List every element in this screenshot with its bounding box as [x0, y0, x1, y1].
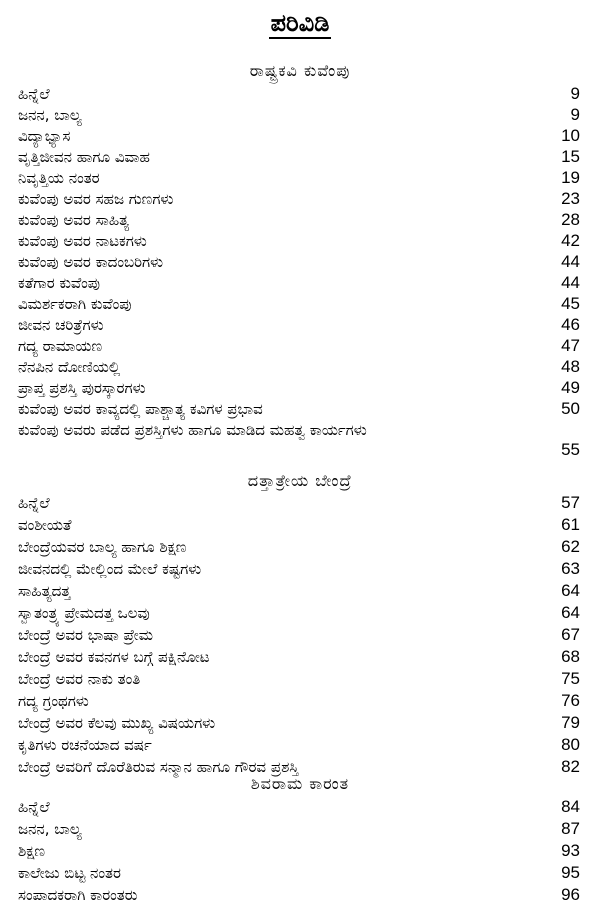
- toc-entry-page: 75: [561, 669, 580, 688]
- toc-entry-label: ಬೇಂದ್ರೆ ಅವರ ನಾಕು ತಂತಿ: [18, 670, 141, 688]
- toc-entry-label: ಜೀವನ ಚರಿತ್ರೆಗಳು: [18, 316, 104, 334]
- toc-entry[interactable]: [18, 398, 580, 420]
- toc-entry-page: 44: [561, 273, 580, 292]
- toc-entry-page: 55: [561, 440, 580, 459]
- toc-entry-page: 82: [561, 757, 580, 776]
- toc-entry-page: 61: [561, 515, 580, 534]
- toc-entry-page: 62: [561, 537, 580, 556]
- toc-entry-page: 68: [561, 647, 580, 666]
- toc-entry-page: 42: [561, 231, 580, 250]
- toc-entry-page: 50: [561, 399, 580, 418]
- page-title: [0, 6, 600, 40]
- toc-entry[interactable]: [18, 536, 580, 558]
- toc-entry[interactable]: [18, 421, 580, 461]
- toc-entry[interactable]: [18, 146, 580, 168]
- toc-entry-page: 67: [561, 625, 580, 644]
- toc-entry[interactable]: [18, 668, 580, 690]
- toc-entry[interactable]: [18, 818, 580, 840]
- toc-entry[interactable]: [18, 377, 580, 399]
- toc-entry-page: 49: [561, 378, 580, 397]
- toc-entry-label: ಹಿನ್ನೆಲೆ: [18, 85, 50, 103]
- toc-entry-label: ನಿವೃತ್ತಿಯ ನಂತರ: [18, 169, 100, 187]
- toc-entry-page: 46: [561, 315, 580, 334]
- toc-entry[interactable]: [18, 104, 580, 126]
- toc-entry-page: 87: [561, 819, 580, 838]
- toc-entry-label: ಗದ್ಯ ಗ್ರಂಥಗಳು: [18, 692, 89, 710]
- toc-entry[interactable]: [18, 293, 580, 315]
- toc-entry-label: ಹಿನ್ನೆಲೆ: [18, 798, 50, 816]
- toc-entry[interactable]: [18, 884, 580, 906]
- toc-entry-page: 76: [561, 691, 580, 710]
- toc-entry-label: ನೆನಪಿನ ದೋಣಿಯಲ್ಲಿ: [18, 358, 121, 376]
- toc-entry[interactable]: [18, 712, 580, 734]
- toc-entry-label: ಬೇಂದ್ರೆ ಅವರ ಕೆಲವು ಮುಖ್ಯ ವಿಷಯಗಳು: [18, 714, 216, 732]
- toc-entry[interactable]: [18, 356, 580, 378]
- toc-entry-page: 79: [561, 713, 580, 732]
- toc-entry-page: 44: [561, 252, 580, 271]
- toc-entry[interactable]: [18, 646, 580, 668]
- toc-entry-label: ಜನನ, ಬಾಲ್ಯ: [18, 820, 82, 838]
- section-heading-bendre: ದತ್ತಾತ್ರೇಯ ಬೇಂದ್ರೆ: [247, 471, 353, 490]
- toc-entry-label: ಬೇಂದ್ರೆ ಅವರ ಭಾಷಾ ಪ್ರೇಮ: [18, 626, 154, 644]
- toc-entry-label: ಗದ್ಯ ರಾಮಾಯಣ: [18, 337, 103, 355]
- toc-entry-page: 19: [561, 168, 580, 187]
- page-title-text: ಪರಿವಿಡಿ: [270, 9, 330, 37]
- toc-entry-page: 93: [561, 841, 580, 860]
- toc-entry-page: 9: [570, 105, 580, 124]
- toc-entry[interactable]: [18, 314, 580, 336]
- toc-entry-label: ಸಾಹಿತ್ಯದತ್ತ: [18, 582, 71, 600]
- toc-entry[interactable]: [18, 83, 580, 105]
- toc-entry-page: 80: [561, 735, 580, 754]
- toc-entry-page: 95: [561, 863, 580, 882]
- toc-entry-label: ಸ್ವಾತಂತ್ರ್ಯ ಪ್ರೇಮದತ್ತ ಒಲವು: [18, 604, 150, 622]
- toc-entry-label: ವಿದ್ಯಾಭ್ಯಾಸ: [18, 127, 71, 145]
- section-heading-kuvempu: ರಾಷ್ಟ್ರಕವಿ ಕುವೆಂಪು: [249, 61, 351, 80]
- toc-entry-label: ಕುವೆಂಪು ಅವರ ಸಹಜ ಗುಣಗಳು: [18, 190, 174, 208]
- toc-entry-page: 9: [570, 84, 580, 103]
- toc-entry-page: 10: [561, 126, 580, 145]
- toc-entry[interactable]: [18, 862, 580, 884]
- toc-entry-page: 45: [561, 294, 580, 313]
- toc-entry[interactable]: [18, 580, 580, 602]
- toc-entry-page: 57: [561, 493, 580, 512]
- toc-entry[interactable]: [18, 230, 580, 252]
- toc-entry[interactable]: [18, 840, 580, 862]
- toc-entry-label: ಕುವೆಂಪು ಅವರ ಕಾದಂಬರಿಗಳು: [18, 253, 164, 271]
- toc-entry[interactable]: [18, 167, 580, 189]
- toc-entry-page: 15: [561, 147, 580, 166]
- toc-entry-label: ಕುವೆಂಪು ಅವರ ಕಾವ್ಯದಲ್ಲಿ ಪಾಶ್ಚಾತ್ಯ ಕವಿಗಳ ಪ್ರಭಾವ: [18, 400, 263, 418]
- toc-entry-page: 96: [561, 885, 580, 904]
- toc-entry[interactable]: [18, 125, 580, 147]
- toc-entry-label: ಪ್ರಾಪ್ತ ಪ್ರಶಸ್ತಿ ಪುರಸ್ಕಾರಗಳು: [18, 379, 146, 397]
- toc-entry-page: 23: [561, 189, 580, 208]
- section-heading-karanth: ಶಿವರಾಮ ಕಾರಂತ: [250, 774, 350, 793]
- toc-entry[interactable]: [18, 624, 580, 646]
- toc-entry[interactable]: [18, 492, 580, 514]
- toc-entry[interactable]: [18, 514, 580, 536]
- toc-entry[interactable]: [18, 690, 580, 712]
- toc-entry[interactable]: [18, 558, 580, 580]
- toc-entry-page: 28: [561, 210, 580, 229]
- toc-entry[interactable]: [18, 188, 580, 210]
- toc-entry[interactable]: [18, 335, 580, 357]
- toc-entry-page: 84: [561, 797, 580, 816]
- toc-entry-page: 64: [561, 603, 580, 622]
- toc-entry[interactable]: [18, 796, 580, 818]
- toc-entry-label: ಕಾಲೇಜು ಬಿಟ್ಟ ನಂತರ: [18, 864, 121, 882]
- toc-entry-label: ಬೇಂದ್ರೆ ಅವರಿಗೆ ದೊರೆತಿರುವ ಸನ್ಮಾನ ಹಾಗೂ ಗೌರವ ಪ್ರಶಸ್ತಿ: [18, 758, 299, 776]
- toc-entry[interactable]: [18, 602, 580, 624]
- toc-entry-page: 64: [561, 581, 580, 600]
- toc-entry[interactable]: [18, 251, 580, 273]
- toc-entry[interactable]: [18, 272, 580, 294]
- toc-entry-label: ಶಿಕ್ಷಣ: [18, 842, 45, 860]
- toc-entry-page: 63: [561, 559, 580, 578]
- toc-entry-label: ಕೃತಿಗಳು ರಚನೆಯಾದ ವರ್ಷ: [18, 736, 152, 754]
- toc-entry-label: ಸಂಪಾದಕರಾಗಿ ಕಾರಂತರು: [18, 886, 138, 904]
- toc-entry-label: ವಂಶೀಯತೆ: [18, 516, 72, 534]
- toc-entry-label: ಕುವೆಂಪು ಅವರ ನಾಟಕಗಳು: [18, 232, 147, 250]
- toc-entry-label: ಕತೆಗಾರ ಕುವೆಂಪು: [18, 274, 101, 292]
- toc-entry-page: 47: [561, 336, 580, 355]
- toc-entry-label: ಕುವೆಂಪು ಅವರ ಸಾಹಿತ್ಯ: [18, 211, 130, 229]
- toc-entry-label: ಹಿನ್ನೆಲೆ: [18, 494, 50, 512]
- toc-entry-label: ಬೇಂದ್ರೆ ಅವರ ಕವನಗಳ ಬಗ್ಗೆ ಪಕ್ಷಿನೋಟ: [18, 648, 210, 666]
- toc-entry-label: ಜನನ, ಬಾಲ್ಯ: [18, 106, 82, 124]
- toc-entry-label: ಜೀವನದಲ್ಲಿ ಮೇಲ್ಲಿಂದ ಮೇಲೆ ಕಷ್ಟಗಳು: [18, 560, 202, 578]
- toc-entry[interactable]: [18, 734, 580, 756]
- toc-entry-label: ವಿಮರ್ಶಕರಾಗಿ ಕುವೆಂಪು: [18, 295, 132, 313]
- toc-entry-label: ಕುವೆಂಪು ಅವರು ಪಡೆದ ಪ್ರಶಸ್ತಿಗಳು ಹಾಗೂ ಮಾಡಿದ ಮಹತ್ವ ಕಾರ್ಯಗಳು: [18, 421, 367, 439]
- toc-entry-page: 48: [561, 357, 580, 376]
- toc-entry[interactable]: [18, 209, 580, 231]
- toc-entry-label: ವೃತ್ತಿಜೀವನ ಹಾಗೂ ವಿವಾಹ: [18, 148, 150, 166]
- toc-entry-label: ಬೇಂದ್ರೆಯವರ ಬಾಲ್ಯ ಹಾಗೂ ಶಿಕ್ಷಣ: [18, 538, 187, 556]
